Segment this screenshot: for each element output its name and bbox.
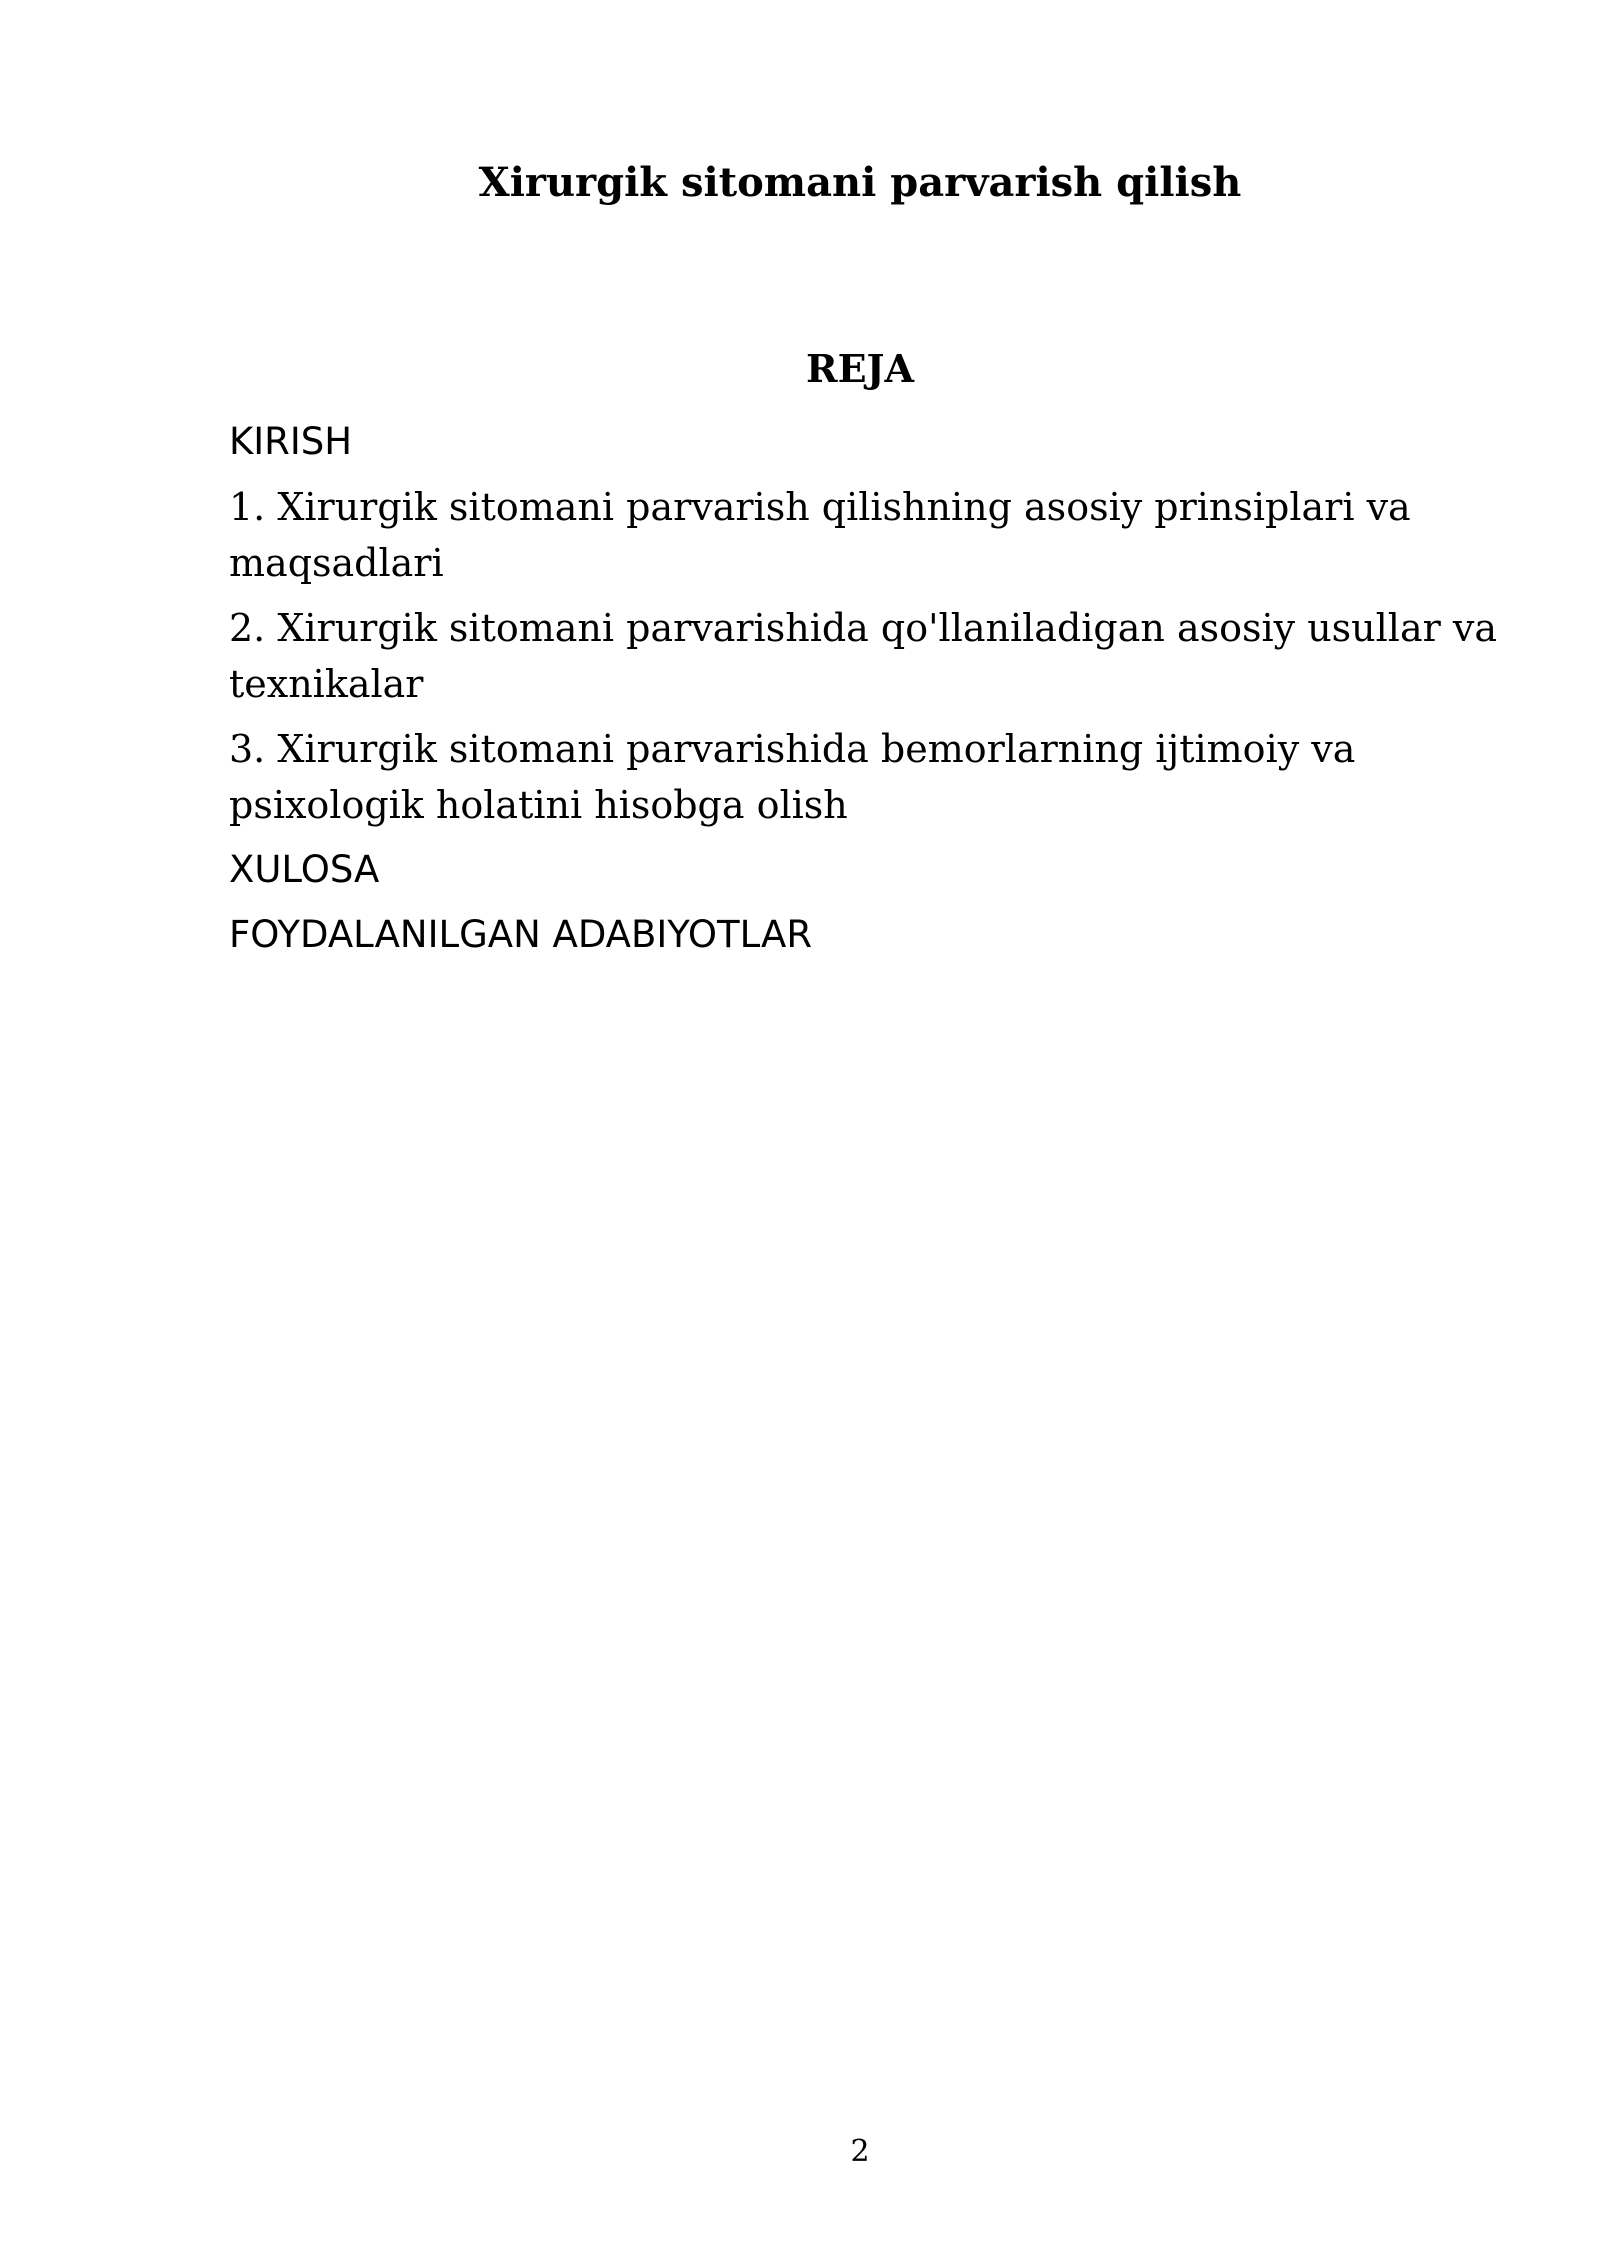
plan-item-introduction: KIRISH — [229, 420, 353, 463]
page-number: 2 — [850, 2134, 870, 2169]
document-title: Xirurgik sitomani parvarish qilish — [478, 159, 1242, 206]
plan-list — [229, 414, 1529, 972]
plan-heading: REJA — [805, 346, 914, 391]
plan-item-2: 2. Xirurgik sitomani parvarishida qo'llaniladigan asosiy usullar va texnikalar — [229, 606, 1497, 706]
plan-item-1: 1. Xirurgik sitomani parvarish qilishning asosiy prinsiplari va maqsadlari — [229, 485, 1411, 585]
plan-item-3: 3. Xirurgik sitomani parvarishida bemorlarning ijtimoiy va psixologik holatini hisobga olish — [229, 727, 1356, 827]
plan-item-references: FOYDALANILGAN ADABIYOTLAR — [229, 913, 813, 956]
plan-item-conclusion: XULOSA — [229, 848, 380, 891]
